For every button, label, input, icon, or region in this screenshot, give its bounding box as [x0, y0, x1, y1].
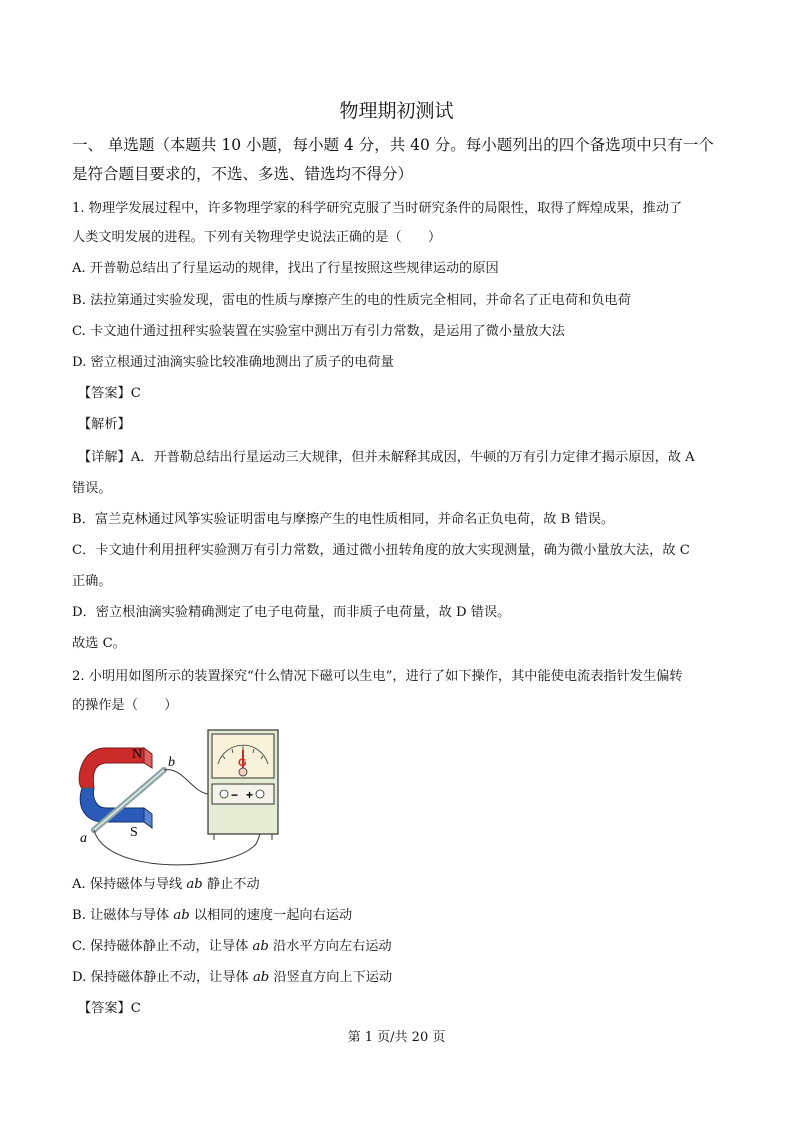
q1-answer: 【答案】C — [78, 386, 141, 401]
q1-option-a: A. 开普勒总结出了行星运动的规律，找出了行星按照这些规律运动的原因 — [72, 261, 499, 276]
wire-b — [164, 770, 208, 794]
q2-option-a: A. 保持磁体与导线 ab 静止不动 — [72, 877, 260, 892]
q1-stem-line-2: 人类文明发展的进程。下列有关物理学史说法正确的是（ ） — [72, 230, 442, 245]
q1-detail-line-7: 故选 C。 — [72, 636, 126, 651]
magnet-galvanometer-figure — [72, 726, 292, 868]
label-a: a — [80, 831, 87, 846]
q1-detail-line-1: 【详解】A．开普勒总结出行星运动三大规律，但并未解释其成因，牛顿的万有引力定律才揭示原因，故 A — [78, 450, 695, 465]
q2-option-d: D. 保持磁体静止不动，让导体 ab 沿竖直方向上下运动 — [72, 970, 393, 985]
q1-option-d: D. 密立根通过油滴实验比较准确地测出了质子的电荷量 — [72, 355, 394, 370]
plus-sign: + — [246, 788, 254, 802]
q1-detail-line-3: B．富兰克林通过风筝实验证明雷电与摩擦产生的电性质相同，并命名正负电荷，故 B 错误。 — [72, 512, 615, 527]
page-title: 物理期初测试 — [339, 100, 454, 122]
q1-option-b: B. 法拉第通过实验发现，雷电的性质与摩擦产生的电的性质完全相同，并命名了正电荷和负电荷 — [72, 293, 631, 308]
label-s: S — [130, 825, 138, 840]
terminal-plus — [256, 790, 264, 798]
q1-detail-line-2: 错误。 — [72, 481, 112, 496]
q1-stem-line-1: 1. 物理学发展过程中，许多物理学家的科学研究克服了当时研究条件的局限性，取得了辉煌成果，推动了 — [72, 201, 683, 216]
section-heading-line-1: 一、 单选题（本题共 10 小题，每小题 4 分，共 40 分。每小题列出的四个备选项中只有一个 — [72, 136, 714, 154]
q2-option-c: C. 保持磁体静止不动，让导体 ab 沿水平方向左右运动 — [72, 939, 392, 954]
q2-stem-line-1: 2. 小明用如图所示的装置探究“什么情况下磁可以生电”，进行了如下操作，其中能使电流表指针发生偏转 — [72, 669, 683, 684]
section-heading-line-2: 是符合题目要求的，不选、多选、错选均不得分） — [72, 165, 414, 183]
label-b: b — [168, 755, 175, 770]
q2-answer: 【答案】C — [78, 1001, 141, 1016]
label-n: N — [132, 747, 143, 762]
galvanometer-label: G — [238, 757, 247, 769]
page-footer: 第 1 页/共 20 页 — [347, 1030, 446, 1045]
q1-detail-line-5: 正确。 — [72, 574, 112, 589]
q2-option-b: B. 让磁体与导体 ab 以相同的速度一起向右运动 — [72, 908, 353, 923]
galvanometer — [208, 730, 278, 840]
q1-detail-line-6: D．密立根油滴实验精确测定了电子电荷量，而非质子电荷量，故 D 错误。 — [72, 605, 511, 620]
q1-analysis-label: 【解析】 — [78, 417, 131, 432]
minus-sign: − — [231, 788, 239, 802]
terminal-minus — [220, 790, 228, 798]
q2-stem-line-2: 的操作是（ ） — [72, 698, 178, 713]
q1-detail-line-4: C．卡文迪什利用扭秤实验测万有引力常数，通过微小扭转角度的放大实现测量，确为微小量放大法，故 C — [72, 543, 690, 558]
q1-option-c: C. 卡文迪什通过扭秤实验装置在实验室中测出万有引力常数，是运用了微小量放大法 — [72, 324, 565, 339]
